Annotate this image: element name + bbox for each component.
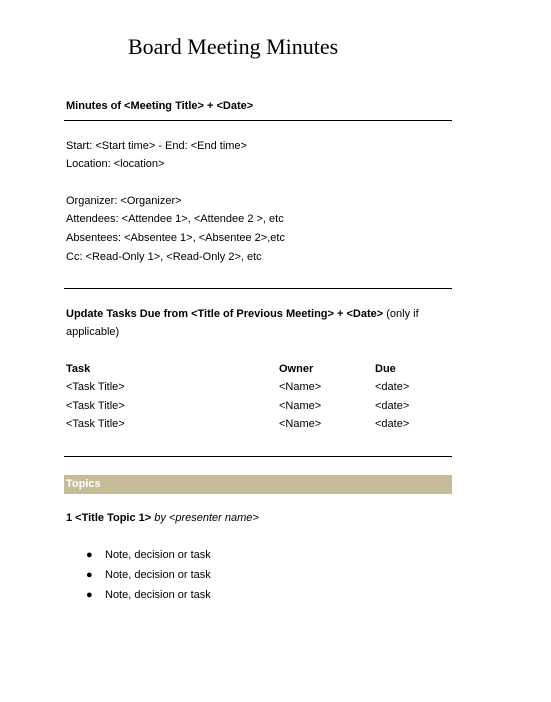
task-row-2-due: <date>	[375, 400, 410, 412]
task-row-3-task: <Task Title>	[66, 418, 125, 430]
start-end-line: Start: <Start time> - End: <End time>	[66, 140, 247, 152]
update-tasks-heading	[66, 307, 419, 321]
attendees-line: Attendees: <Attendee 1>, <Attendee 2 >, etc	[66, 213, 284, 225]
task-row-3-due: <date>	[375, 418, 410, 430]
topics-bar	[64, 475, 452, 494]
column-header-task: Task	[66, 363, 91, 375]
topic-1-note-2: Note, decision or task	[105, 569, 211, 581]
update-tasks-heading-normal: (only if	[383, 308, 419, 320]
bullet-icon: ●	[86, 569, 93, 581]
topic-1-presenter: by <presenter name>	[151, 512, 259, 524]
topic-1-title: 1 <Title Topic 1>	[66, 512, 152, 524]
task-row-2-task: <Task Title>	[66, 400, 125, 412]
task-row-1-due: <date>	[375, 381, 410, 393]
cc-line: Cc: <Read-Only 1>, <Read-Only 2>, etc	[66, 251, 262, 263]
topic-1-note-3: Note, decision or task	[105, 589, 211, 601]
section-divider-2	[64, 288, 452, 289]
topic-1-heading	[66, 511, 259, 525]
column-header-due: Due	[375, 363, 396, 375]
document-title: Board Meeting Minutes	[128, 34, 339, 59]
minutes-heading: Minutes of <Meeting Title> + <Date>	[66, 100, 254, 112]
bullet-icon: ●	[86, 589, 93, 601]
location-line: Location: <location>	[66, 158, 165, 170]
column-header-owner: Owner	[279, 363, 314, 375]
task-row-2-owner: <Name>	[279, 400, 322, 412]
absentees-line: Absentees: <Absentee 1>, <Absentee 2>,etc	[66, 232, 285, 244]
section-divider-3	[64, 456, 452, 457]
task-row-3-owner: <Name>	[279, 418, 322, 430]
organizer-line: Organizer: <Organizer>	[66, 195, 182, 207]
bullet-icon: ●	[86, 549, 93, 561]
task-row-1-task: <Task Title>	[66, 381, 125, 393]
topic-1-note-1: Note, decision or task	[105, 549, 211, 561]
topics-bar-label: Topics	[66, 478, 101, 490]
update-tasks-heading-bold: Update Tasks Due from <Title of Previous Meeting> + <Date>	[66, 308, 384, 320]
task-row-1-owner: <Name>	[279, 381, 322, 393]
section-divider-1	[64, 120, 452, 121]
update-tasks-heading-line2: applicable)	[66, 326, 120, 338]
